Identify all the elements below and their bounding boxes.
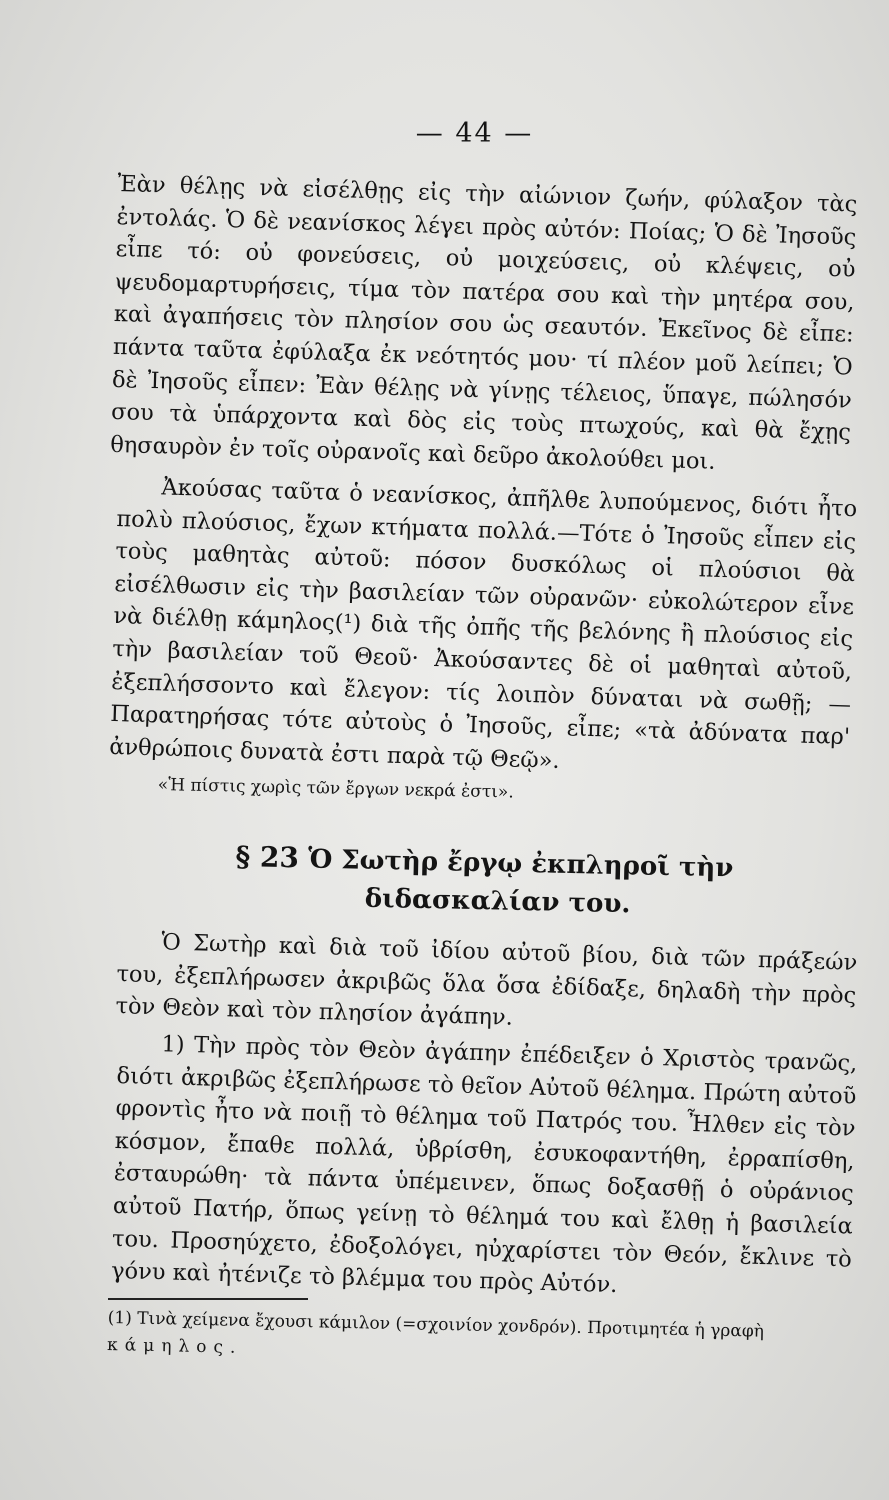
paragraph-rich-young-man-commandments bbox=[110, 168, 858, 482]
paragraph-2-text: Ἀκούσας ταῦτα ὁ νεανίσκος, ἀπῆλθε λυπούμενος, διότι ἦτο πολὺ πλούσιος, ἔχων κτήματα πολλά.—Τότε ὁ Ἰησοῦς εἶπεν εἰς τοὺς μαθητὰς αὐτοῦ: πόσον δυσκόλως οἱ πλούσιοι θὰ εἰσέλθωσιν εἰς τὴν βασιλείαν τῶν οὐρανῶν· εὐκολώτερον εἶνε νὰ διέλθῃ κάμηλος(¹) διὰ τῆς ὀπῆς τῆς βελόνης ἢ πλούσιος εἰς τὴν βασιλείαν τοῦ Θεοῦ· Ἀκούσαντες δὲ οἱ μαθηταὶ αὐτοῦ, ἐξεπλήσσοντο καὶ ἔλεγον: τίς λοιπὸν δύναται νὰ σωθῇ; —Παρατηρήσας τότε αὐτοὺς ὁ Ἰησοῦς, εἶπε; «τὰ ἀδύνατα παρ' ἀνθρώποις δυνατὰ ἐστι παρὰ τῷ Θεῷ». bbox=[108, 474, 858, 774]
footnote-text: (1) Τινὰ χείμενα ἔχουσι κάμιλον (=σχοινίον χονδρόν). Προτιμητέα ἡ γραφὴ bbox=[107, 1307, 765, 1342]
page-number: — 44 — bbox=[415, 118, 534, 149]
paragraph-1-text: Ἐὰν θέλῃς νὰ εἰσέλθῃς εἰς τὴν αἰώνιον ζωήν, φύλαξον τὰς ἐντολάς. Ὁ δὲ νεανίσκος λέγει πρὸς αὐτόν: Ποίας; Ὁ δὲ Ἰησοῦς εἶπε τό: οὐ φονεύσεις, οὐ μοιχεύσεις, οὐ κλέψεις, οὐ ψευδομαρτυρήσεις, τίμα τὸν πατέρα σου καὶ τὴν μητέρα σου, καὶ ἀγαπήσεις τὸν πλησίον σου ὡς σεαυτόν. Ἐκεῖνος δὲ εἶπε: πάντα ταῦτα ἐφύλαξα ἐκ νεότητός μου· τί πλέον μοῦ λείπει; Ὁ δὲ Ἰησοῦς εἶπεν: Ἐὰν θέλῃς νὰ γίνῃς τέλειος, ὕπαγε, πώλησόν σου τὰ ὑπάρχοντα καὶ δὸς εἰς τοὺς πτωχούς, καὶ θὰ ἔχῃς θησαυρὸν ἐν τοῖς οὐρανοῖς καὶ δεῦρο ἀκολούθει μοι. bbox=[109, 170, 858, 475]
paragraph-4-text: 1) Τὴν πρὸς τὸν Θεὸν ἀγάπην ἐπέδειξεν ὁ Χριστὸς τρανῶς, διότι ἀκριβῶς ἐξεπλήρωσε τὸ θεῖον Αὐτοῦ θέλημα. Πρώτη αὐτοῦ φροντὶς ἦτο νὰ ποιῇ τὸ θέλημα τοῦ Πατρός του. Ἦλθεν εἰς τὸν κόσμον, ἔπαθε πολλά, ὑβρίσθη, ἐσυκοφαντήθη, ἐρραπίσθη, ἐσταυρώθη· τὰ πάντα ὑπέμεινεν, ὅπως δοξασθῇ ὁ οὐράνιος αὐτοῦ Πατήρ, ὅπως γείνῃ τὸ θέλημά του καὶ ἔλθῃ ἡ βασιλεία του. Προσηύχετο, ἐδοξολόγει, ηὐχαρίστει τὸν Θεόν, ἔκλινε τὸ γόνυ καὶ ἠτένιζε τὸ βλέμμα του πρὸς Αὐτόν. bbox=[110, 1031, 858, 1299]
footnote bbox=[107, 1305, 858, 1375]
paragraph-camel-needle bbox=[109, 470, 858, 786]
quote-faith-without-works: «Ἡ πίστις χωρὶς τῶν ἔργων νεκρά ἐστι». bbox=[157, 775, 514, 803]
paragraph-saviour-life bbox=[115, 925, 858, 1045]
section-number: § 23 bbox=[235, 839, 300, 875]
paragraph-3-text: Ὁ Σωτὴρ καὶ διὰ τοῦ ἰδίου αὐτοῦ βίου, διὰ τῶν πράξεών του, ἐξεπλήρωσεν ἀκριβῶς ὅλα ὅσα ἐδίδαξε, δηλαδὴ τὴν πρὸς τὸν Θεὸν καὶ τὸν πλησίον ἀγάπην. bbox=[115, 929, 858, 1031]
section-title-line-2: διδασκαλίαν του. bbox=[364, 883, 631, 920]
paragraph-love-of-god bbox=[111, 1027, 858, 1308]
footnote-divider bbox=[108, 1298, 308, 1300]
section-heading bbox=[234, 838, 835, 928]
footnote-emphasis: κάμηλος. bbox=[106, 1334, 243, 1358]
section-title-line-1: Ὁ Σωτὴρ ἔργῳ ἐκπληροῖ τὴν bbox=[307, 844, 734, 884]
